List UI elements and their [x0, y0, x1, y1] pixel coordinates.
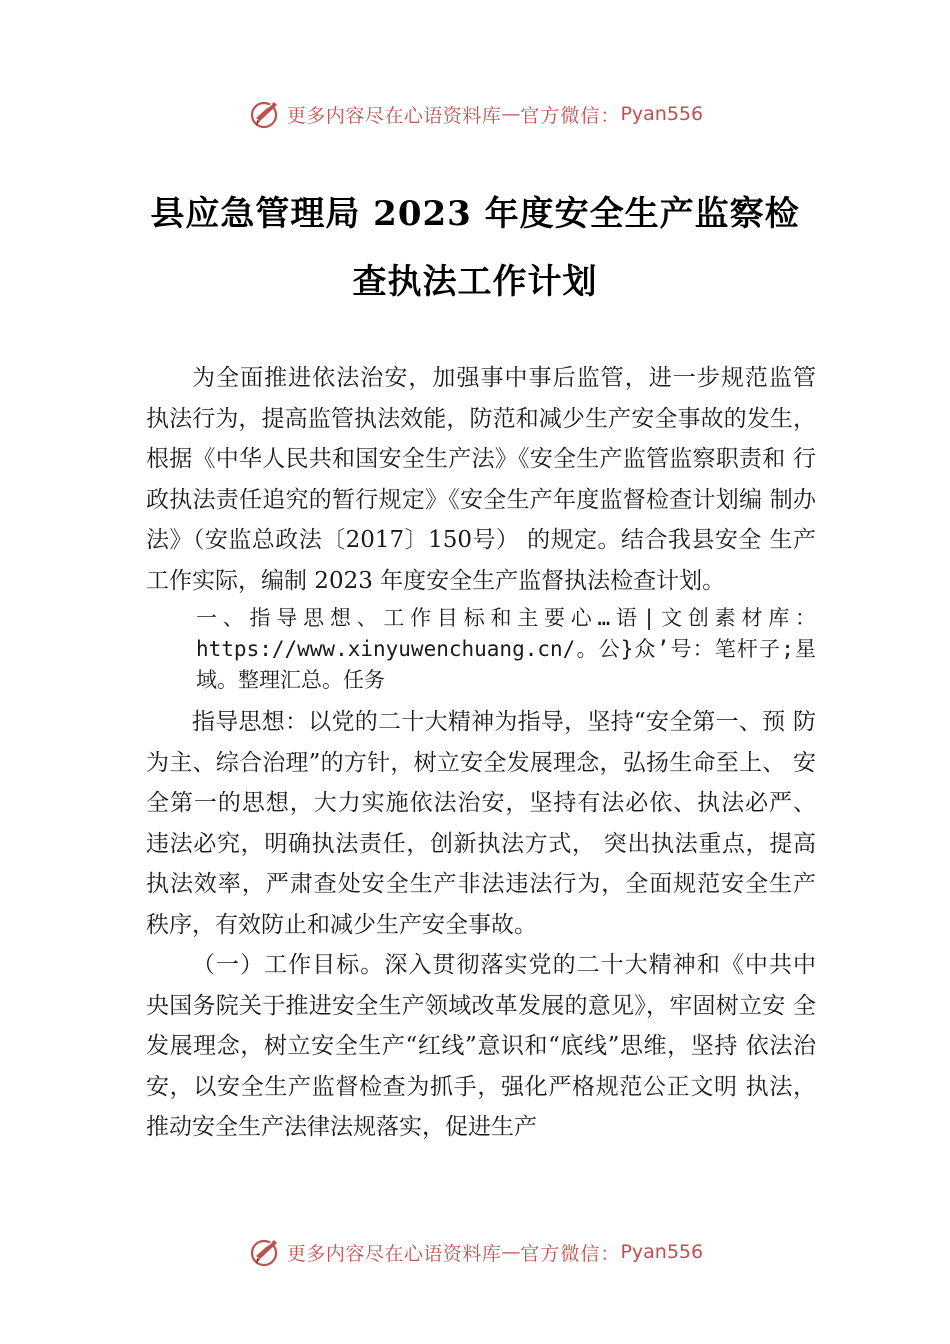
watermark-header: [0, 94, 950, 134]
watermark-text: 更多内容尽在心语资料库: [286, 104, 502, 127]
watermark-wechat-label: 官方微信：: [520, 104, 621, 127]
quill-seal-icon: [247, 96, 283, 132]
watermark-text: 更多内容尽在心语资料库: [286, 1242, 502, 1265]
watermark-wechat-id: Pyan556: [620, 1241, 704, 1263]
watermark-footer: [0, 1232, 950, 1272]
document-title-line-1: 县应急管理局 2023 年度安全生产监察检: [150, 194, 800, 234]
quill-seal-icon: [247, 1234, 283, 1270]
guiding-thought-paragraph: 指导思想：以党的二十大精神为指导，坚持“安全第一、预 防为主、综合治理”的方针，树立安全发展理念，弘扬生命至上、 安全第一的思想，大力实施依法治安，坚持有法必依、执法必严、 违法必究，明确执法责任，创新执法方式， 突出执法重点，提高 执法效率，严肃查处安全生产非法违法行为，全面规范安全生产 秩序，有效防止和减少生产安全事故。: [146, 709, 816, 938]
intro-paragraph: 为全面推进依法治安，加强事中事后监管，进一步规范监管 执法行为，提高监管执法效能，防范和减少生产安全事故的发生， 根据《中华人民共和国安全生产法》《安全生产监管监察职责和 行政执法责任追究的暂行规定》《安全生产年度监督检查计划编 制办法》（安监总政法〔2017〕150号） 的规定。结合我县安全 生产工作实际，编制 2023 年度安全生产监督执法检查计划。: [146, 365, 816, 594]
watermark-wechat-id: Pyan556: [620, 103, 704, 125]
document-body: [146, 358, 816, 1148]
section-heading: 一、指导思想、工作目标和主要心…语|文创素材库：https://www.xinyuwenchuang.cn/。公}众’号：笔杆子;星域。整理汇总。任务: [196, 606, 816, 692]
watermark-dash: —: [501, 1241, 521, 1263]
watermark-wechat-label: 官方微信：: [520, 1242, 621, 1265]
document-title-line-2: 查执法工作计划: [352, 262, 598, 302]
watermark-dash: —: [501, 103, 521, 125]
work-goal-paragraph: （一）工作目标。深入贯彻落实党的二十大精神和《中共中 央国务院关于推进安全生产领域改革发展的意见》，牢固树立安 全发展理念，树立安全生产“红线”意识和“底线”思维，坚持 依法治安，以安全生产监督检查为抓手，强化严格规范公正文明 执法，推动安全生产法律法规落实，促进生产: [146, 952, 816, 1140]
